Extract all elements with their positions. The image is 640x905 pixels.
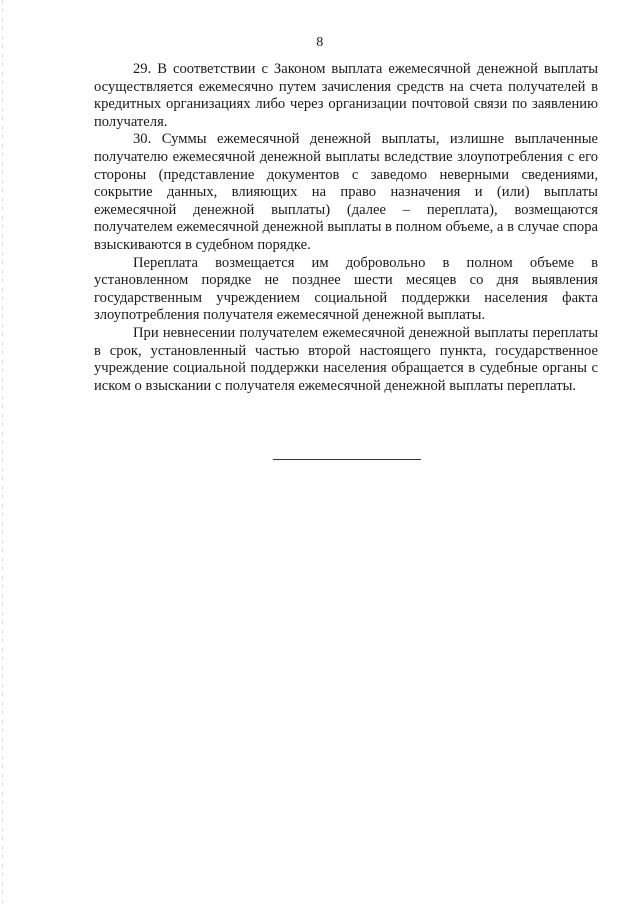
paragraph-item-29: 29. В соответствии с Законом выплата ежемесячной денежной выплаты осуществляется ежемесячно путем зачисления средств на счета получателей в кредитных организациях либо через организации почтовой связи по заявлению получателя. [94,61,598,130]
paragraph-item-30: 30. Суммы ежемесячной денежной выплаты, излишне выплаченные получателю ежемесячной денежной выплаты вследствие злоупотребления с его стороны (представление документов с заведомо неверными сведениями, сокрытие данных, влияющих на право назначения и (или) выплаты ежемесячной денежной выплаты) (далее – переплата), возмещаются получателем ежемесячной денежной выплаты в полном объеме, а в случае спора взыскиваются в судебном порядке. [94,131,598,253]
paragraph-overpayment-refund: Переплата возмещается им добровольно в полном объеме в установленном порядке не позднее шести месяцев со дня выявления государственным учреждением социальной поддержки населения факта злоупотребления получателя ежемесячной денежной выплаты. [94,254,598,324]
paragraph-overpayment-court: При невнесении получателем ежемесячной денежной выплаты переплаты в срок, установленный частью второй настоящего пункта, государственное учреждение социальной поддержки населения обращается в судебные органы с иском о взыскании с получателя ежемесячной денежной выплаты переплаты. [94,324,598,394]
end-separator-line [273,459,421,460]
page-number: 8 [316,35,324,50]
document-body [94,61,598,395]
scan-edge-mark [2,0,3,905]
